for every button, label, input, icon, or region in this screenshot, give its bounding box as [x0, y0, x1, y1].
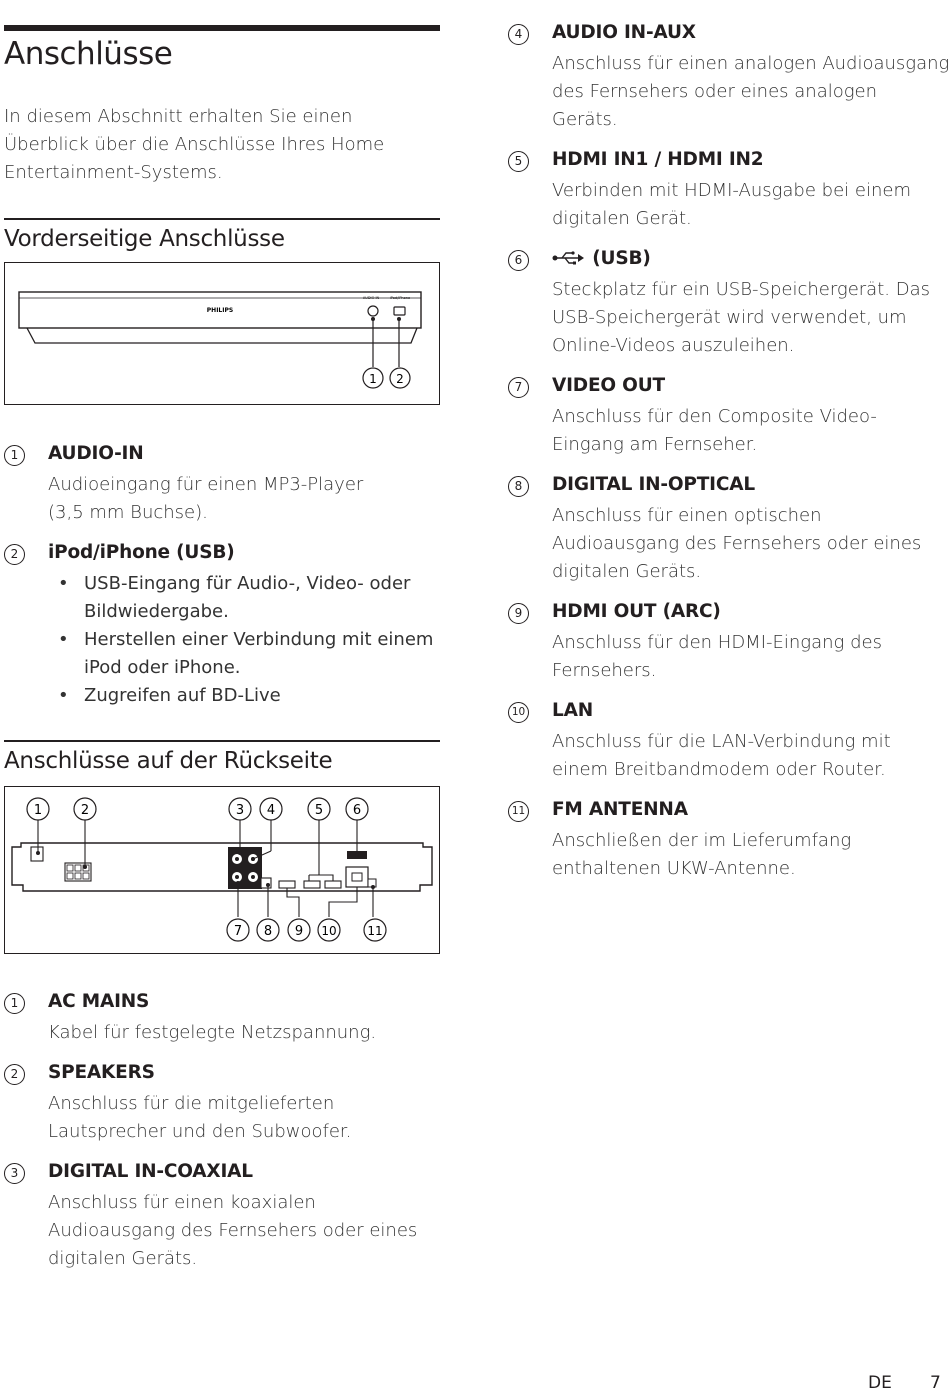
- callout-bottom-11: [364, 919, 386, 941]
- bullet-list: [48, 570, 433, 710]
- item-title: AC MAINS: [48, 991, 150, 1012]
- port-label-audio-in: AUDIO IN: [362, 296, 380, 300]
- item-desc: Anschluss für den HDMI-Eingang des Fernsehers.: [552, 632, 882, 681]
- item-number: 1: [4, 445, 25, 466]
- front-item-audio-in: [4, 443, 440, 527]
- svg-text:1: 1: [369, 372, 377, 386]
- hdmi-out-port: [279, 881, 295, 888]
- bullet-item: • Herstellen einer Verbindung mit einem iPod oder iPhone.: [48, 626, 433, 682]
- rear-panel-illustration: [5, 787, 439, 953]
- rear-item-usb: [508, 248, 948, 360]
- svg-text:4: 4: [266, 803, 276, 818]
- item-desc: Anschluss für die mitgelieferten Lautsprecher und den Subwoofer.: [48, 1093, 352, 1142]
- item-number: 2: [4, 544, 25, 565]
- rear-item-audio-aux: [508, 22, 948, 134]
- callout-top-6: [346, 798, 368, 820]
- item-number: 1: [4, 993, 25, 1014]
- hdmi-in1-port: [304, 881, 320, 888]
- item-title: AUDIO IN-AUX: [552, 22, 696, 43]
- rear-item-fm-antenna: [508, 799, 948, 883]
- speaker-terminals: [65, 863, 91, 881]
- intro-text: [4, 103, 424, 187]
- item-number: 7: [508, 377, 529, 398]
- section-rule: [4, 218, 440, 220]
- hdmi-in2-port: [325, 881, 341, 888]
- rear-section-header: [4, 740, 440, 774]
- usb-port: [394, 307, 405, 315]
- callout-bottom-9: [288, 919, 310, 941]
- page-number: 7: [930, 1373, 941, 1393]
- page-title: Anschlüsse: [4, 36, 173, 72]
- item-desc: Anschließen der im Lieferumfang enthaltenen UKW-Antenne.: [552, 830, 852, 879]
- rear-item-video-out: [508, 375, 948, 459]
- item-number: 5: [508, 151, 529, 172]
- section-rule: [4, 740, 440, 742]
- front-section-header: [4, 218, 440, 252]
- callout-bottom-10: [318, 919, 340, 941]
- svg-text:8: 8: [263, 924, 273, 939]
- intro-line: Entertainment-Systems.: [4, 162, 223, 183]
- svg-text:3: 3: [235, 803, 245, 818]
- item-title: AUDIO-IN: [48, 443, 144, 464]
- title-rule: [4, 25, 440, 31]
- rear-item-digital-coaxial: [4, 1161, 440, 1273]
- footer-language: DE: [868, 1373, 892, 1393]
- port-label-ipod: iPod/iPhone: [389, 296, 411, 300]
- rear-item-ac-mains: [4, 991, 440, 1047]
- item-number: 10: [508, 702, 529, 723]
- svg-text:5: 5: [314, 803, 324, 818]
- bullet-item: • Zugreifen auf BD-Live: [48, 682, 433, 710]
- item-desc: Kabel für festgelegte Netzspannung.: [48, 1022, 377, 1043]
- optical-port: [261, 878, 271, 888]
- svg-text:2: 2: [396, 372, 404, 386]
- item-number: 6: [508, 250, 529, 271]
- item-desc: Audioeingang für einen MP3-Player (3,5 mm Buchse).: [48, 474, 364, 523]
- item-title: HDMI OUT (ARC): [552, 601, 721, 622]
- rear-item-hdmi-out: [508, 601, 948, 685]
- svg-text:7: 7: [233, 924, 243, 939]
- rear-item-speakers: [4, 1062, 440, 1146]
- bullet-item: • USB-Eingang für Audio-, Video- oder Bildwiedergabe.: [48, 570, 433, 626]
- callout-top-3: [229, 798, 251, 820]
- item-title: VIDEO OUT: [552, 375, 665, 396]
- item-number: 9: [508, 603, 529, 624]
- item-number: 11: [508, 801, 529, 822]
- item-number: 4: [508, 24, 529, 45]
- item-title: DIGITAL IN-COAXIAL: [48, 1161, 253, 1182]
- svg-text:6: 6: [352, 803, 362, 818]
- item-desc: Anschluss für einen analogen Audioausgang des Fernsehers oder eines analogen Geräts.: [552, 53, 950, 130]
- item-title: FM ANTENNA: [552, 799, 688, 820]
- front-item-ipod: [4, 542, 440, 712]
- item-desc: Verbinden mit HDMI-Ausgabe bei einem digitalen Gerät.: [552, 180, 911, 229]
- rear-item-hdmi-in: [508, 149, 948, 233]
- callout-top-5: [308, 798, 330, 820]
- audio-in-jack: [368, 306, 378, 316]
- brand-logo: PHILIPS: [206, 307, 234, 314]
- item-title: iPod/iPhone (USB): [48, 542, 235, 563]
- lan-port: [346, 867, 368, 887]
- svg-text:1: 1: [33, 803, 43, 818]
- rear-heading: Anschlüsse auf der Rückseite: [4, 748, 333, 774]
- front-panel-figure: [4, 262, 440, 405]
- rear-item-lan: [508, 700, 948, 784]
- item-desc: Anschluss für den Composite Video- Eingang am Fernseher.: [552, 406, 877, 455]
- rca-jack-panel: [228, 847, 262, 889]
- callout-bottom-7: [227, 919, 249, 941]
- item-number: 8: [508, 476, 529, 497]
- item-number: 2: [4, 1064, 25, 1085]
- item-title: HDMI IN1 / HDMI IN2: [552, 149, 764, 170]
- callout-bottom-8: [257, 919, 279, 941]
- svg-text:9: 9: [294, 924, 304, 939]
- intro-line: Überblick über die Anschlüsse Ihres Home: [4, 134, 385, 155]
- front-panel-illustration: [5, 263, 439, 404]
- item-title: SPEAKERS: [48, 1062, 155, 1083]
- rear-item-digital-optical: [508, 474, 948, 586]
- svg-text:2: 2: [80, 803, 90, 818]
- item-desc: Steckplatz für ein USB-Speichergerät. Das USB-Speichergerät wird verwendet, um Online-Videos auszuleihen.: [552, 279, 930, 356]
- svg-text:11: 11: [367, 924, 383, 938]
- svg-text:10: 10: [321, 924, 337, 938]
- callout-top-1: [27, 798, 49, 820]
- intro-line: In diesem Abschnitt erhalten Sie einen: [4, 106, 353, 127]
- item-desc: Anschluss für einen optischen Audioausgang des Fernsehers oder eines digitalen Geräts.: [552, 505, 922, 582]
- item-title: DIGITAL IN-OPTICAL: [552, 474, 755, 495]
- item-number: 3: [4, 1163, 25, 1184]
- item-title: LAN: [552, 700, 593, 721]
- callout-top-4: [260, 798, 282, 820]
- front-heading: Vorderseitige Anschlüsse: [4, 226, 285, 252]
- usb-icon: [552, 251, 586, 265]
- item-desc: Anschluss für die LAN-Verbindung mit einem Breitbandmodem oder Router.: [552, 731, 891, 780]
- callout-top-2: [74, 798, 96, 820]
- item-desc: Anschluss für einen koaxialen Audioausgang des Fernsehers oder eines digitalen Geräts.: [48, 1192, 418, 1269]
- item-title: (USB): [552, 248, 651, 269]
- rear-panel-figure: [4, 786, 440, 954]
